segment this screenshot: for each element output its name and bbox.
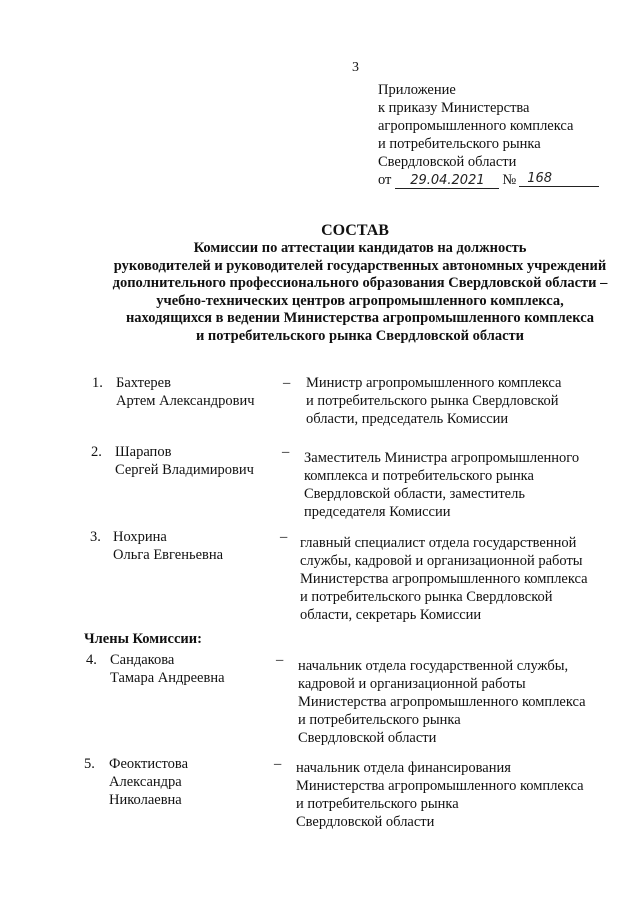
separator-dash: – [283,375,291,391]
position-line: Министерства агропромышленного комплекса [298,694,586,710]
member-position [300,534,630,624]
member-number: 1. [92,375,103,391]
order-date: 29.04.2021 [395,173,499,189]
subtitle-line: дополнительного профессионального образования Свердловской области – [112,275,608,291]
member-surname: Сандакова [110,652,175,668]
member-name [116,374,255,410]
position-line: Заместитель Министра агропромышленного [304,450,580,466]
document-title: СОСТАВ [321,222,389,239]
order-number: 168 [519,171,599,187]
member-number: 2. [91,444,102,460]
position-line: службы, кадровой и организационной работы [300,553,583,569]
position-line: кадровой и организационной работы [298,676,526,692]
position-line: и потребительского рынка Свердловской [300,589,553,605]
member-position [296,759,626,831]
appendix-block [378,81,573,189]
position-line: Свердловской области [298,730,437,746]
position-line: начальник отдела государственной службы, [298,658,569,674]
appendix-line: агропромышленного комплекса [378,118,574,134]
member-name [113,528,223,564]
position-line: области, секретарь Комиссии [300,607,482,623]
position-line: Министерства агропромышленного комплекса [300,571,588,587]
member-given-names: Александра [109,774,182,790]
member-position [298,657,628,747]
position-line: и потребительского рынка [296,796,459,812]
member-surname: Феоктистова [109,756,189,772]
position-line: Министерства агропромышленного комплекса [296,778,584,794]
page-number: 3 [352,60,359,75]
separator-dash: – [282,444,290,460]
position-line: председателя Комиссии [304,504,451,520]
member-number: 5. [84,756,95,772]
member-given-names: Ольга Евгеньевна [113,547,224,563]
position-line: области, председатель Комиссии [306,411,509,427]
appendix-line: Приложение [378,82,456,98]
position-line: комплекса и потребительского рынка [304,468,534,484]
member-number: 4. [86,652,97,668]
member-patronymic: Николаевна [109,792,182,808]
member-name [115,443,254,479]
subtitle-line: и потребительского рынка Свердловской области [195,327,525,344]
member-position [306,374,636,428]
appendix-line: к приказу Министерства [378,100,530,116]
subtitle-line: учебно-технических центров агропромышленного комплекса, [156,292,564,309]
position-line: главный специалист отдела государственной [300,535,577,551]
separator-dash: – [276,652,284,668]
member-surname: Бахтерев [116,375,171,391]
member-name [110,651,225,687]
member-name [109,755,188,809]
position-line: начальник отдела финансирования [296,760,511,776]
members-heading: Члены Комиссии: [84,631,202,647]
member-given-names: Артем Александрович [116,393,255,409]
appendix-line: Свердловской области [378,154,517,170]
position-line: и потребительского рынка [298,712,461,728]
member-surname: Шарапов [115,444,172,460]
member-surname: Нохрина [113,529,167,545]
document-subtitle [80,240,640,345]
separator-dash: – [280,529,288,545]
subtitle-line: находящихся в ведении Министерства агропромышленного комплекса [125,310,595,326]
order-reference [378,171,573,189]
number-label: № [502,172,517,188]
appendix-line: и потребительского рынка [378,136,541,152]
position-line: Свердловской области [296,814,435,830]
member-given-names: Тамара Андреевна [110,670,225,686]
separator-dash: – [274,756,282,772]
from-label: от [378,172,392,188]
member-position [304,449,634,521]
member-given-names: Сергей Владимирович [115,462,254,478]
subtitle-line: Комиссии по аттестации кандидатов на должность [193,240,527,256]
position-line: Свердловской области, заместитель [304,486,525,502]
member-number: 3. [90,529,101,545]
position-line: Министр агропромышленного комплекса [306,375,562,391]
position-line: и потребительского рынка Свердловской [306,393,559,409]
subtitle-line: руководителей и руководителей государственных автономных учреждений [113,257,607,274]
